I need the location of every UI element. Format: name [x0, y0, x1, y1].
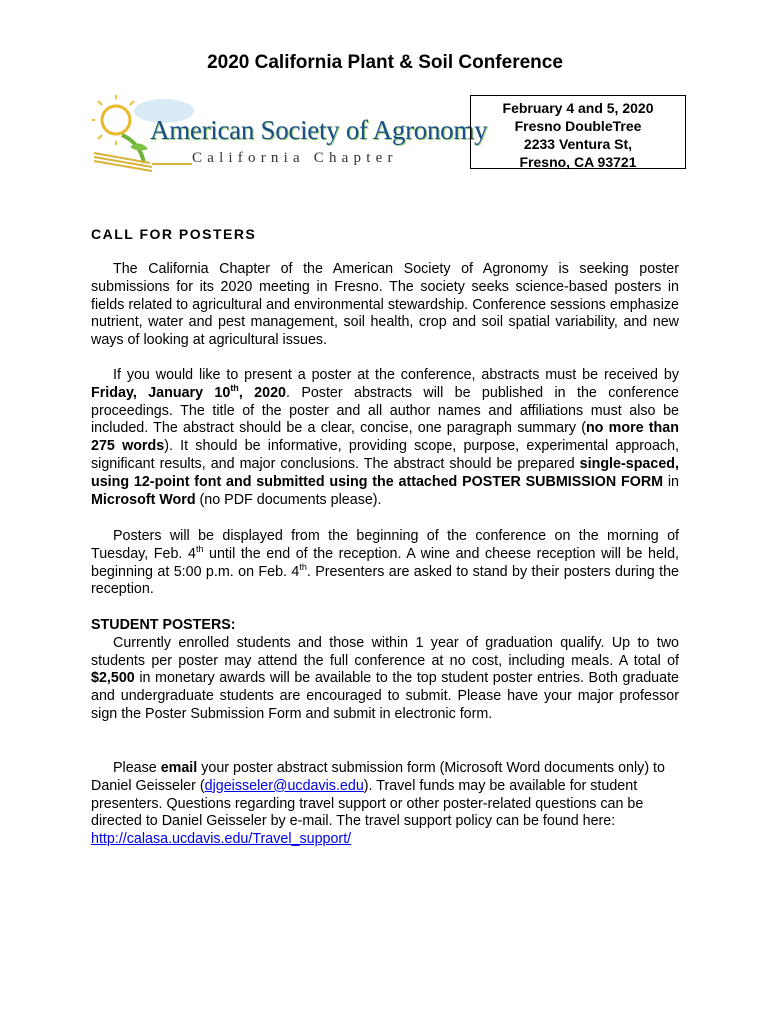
- intro-paragraph: The California Chapter of the American Society of Agronomy is seeking poster submissions for its 2020 meeting in Fresno. The society seeks science-based posters in fields related to agricultural and environmental stewardship. Conference sessions emphasize nutrient, water and pest management, soil health, crop and soil spatial variability, and new ways of looking at agricultural issues.: [91, 261, 679, 349]
- student-posters-paragraph: Currently enrolled students and those within 1 year of graduation qualify. Up to two students per poster may attend the full conference at no cost, including meals. A total of $2,500 in monetary awards will be available to the top student poster entries. Both graduate and undergraduate students are encouraged to submit. Please have your major professor sign the Poster Submission Form and submit in electronic form.: [91, 634, 679, 722]
- student-posters-heading: STUDENT POSTERS:: [91, 617, 236, 633]
- student-posters-section: [91, 617, 679, 724]
- event-info-box: [470, 95, 686, 169]
- travel-support-link[interactable]: http://calasa.ucdavis.edu/Travel_support/: [91, 831, 352, 848]
- logo-subtext: California Chapter: [192, 150, 398, 166]
- display-paragraph: Posters will be displayed from the beginning of the conference on the morning of Tuesday, Feb. 4th until the end of the reception. A wine and cheese reception will be held, beginning at 5:00 p.m. on Feb. 4th. Presenters are asked to stand by their posters during the reception.: [91, 528, 679, 598]
- event-street: 2233 Ventura St,: [523, 136, 633, 152]
- email-link[interactable]: djgeisseler@ucdavis.edu: [204, 777, 364, 794]
- section-heading: CALL FOR POSTERS: [91, 226, 257, 242]
- contact-paragraph: Please email your poster abstract submission form (Microsoft Word documents only) to Daniel Geisseler (djgeisseler@ucdavis.edu). Travel funds may be available for student presenters. Questions regarding travel support or other poster-related questions can be directed to Daniel Geisseler by e-mail. The travel support policy can be found here: http://calasa.ucdavis.edu/Travel_support/: [91, 760, 665, 848]
- logo-text: American Society of Agronomy: [150, 115, 488, 145]
- asa-logo: [92, 95, 488, 173]
- page-title: 2020 California Plant & Soil Conference: [207, 52, 563, 73]
- event-city: Fresno, CA 93721: [519, 154, 637, 170]
- event-venue: Fresno DoubleTree: [514, 118, 642, 134]
- event-dates: February 4 and 5, 2020: [502, 100, 654, 116]
- abstract-paragraph: If you would like to present a poster at the conference, abstracts must be received by Friday, January 10th, 2020. Poster abstracts will be published in the conference proceedings. The title of the poster and all author names and affiliations must also be included. The abstract should be a clear, concise, one paragraph summary (no more than 275 words). It should be informative, providing scope, purpose, experimental approach, significant results, and major conclusions. The abstract should be prepared single-spaced, using 12-point font and submitted using the attached POSTER SUBMISSION FORM in Microsoft Word (no PDF documents please).: [91, 367, 679, 508]
